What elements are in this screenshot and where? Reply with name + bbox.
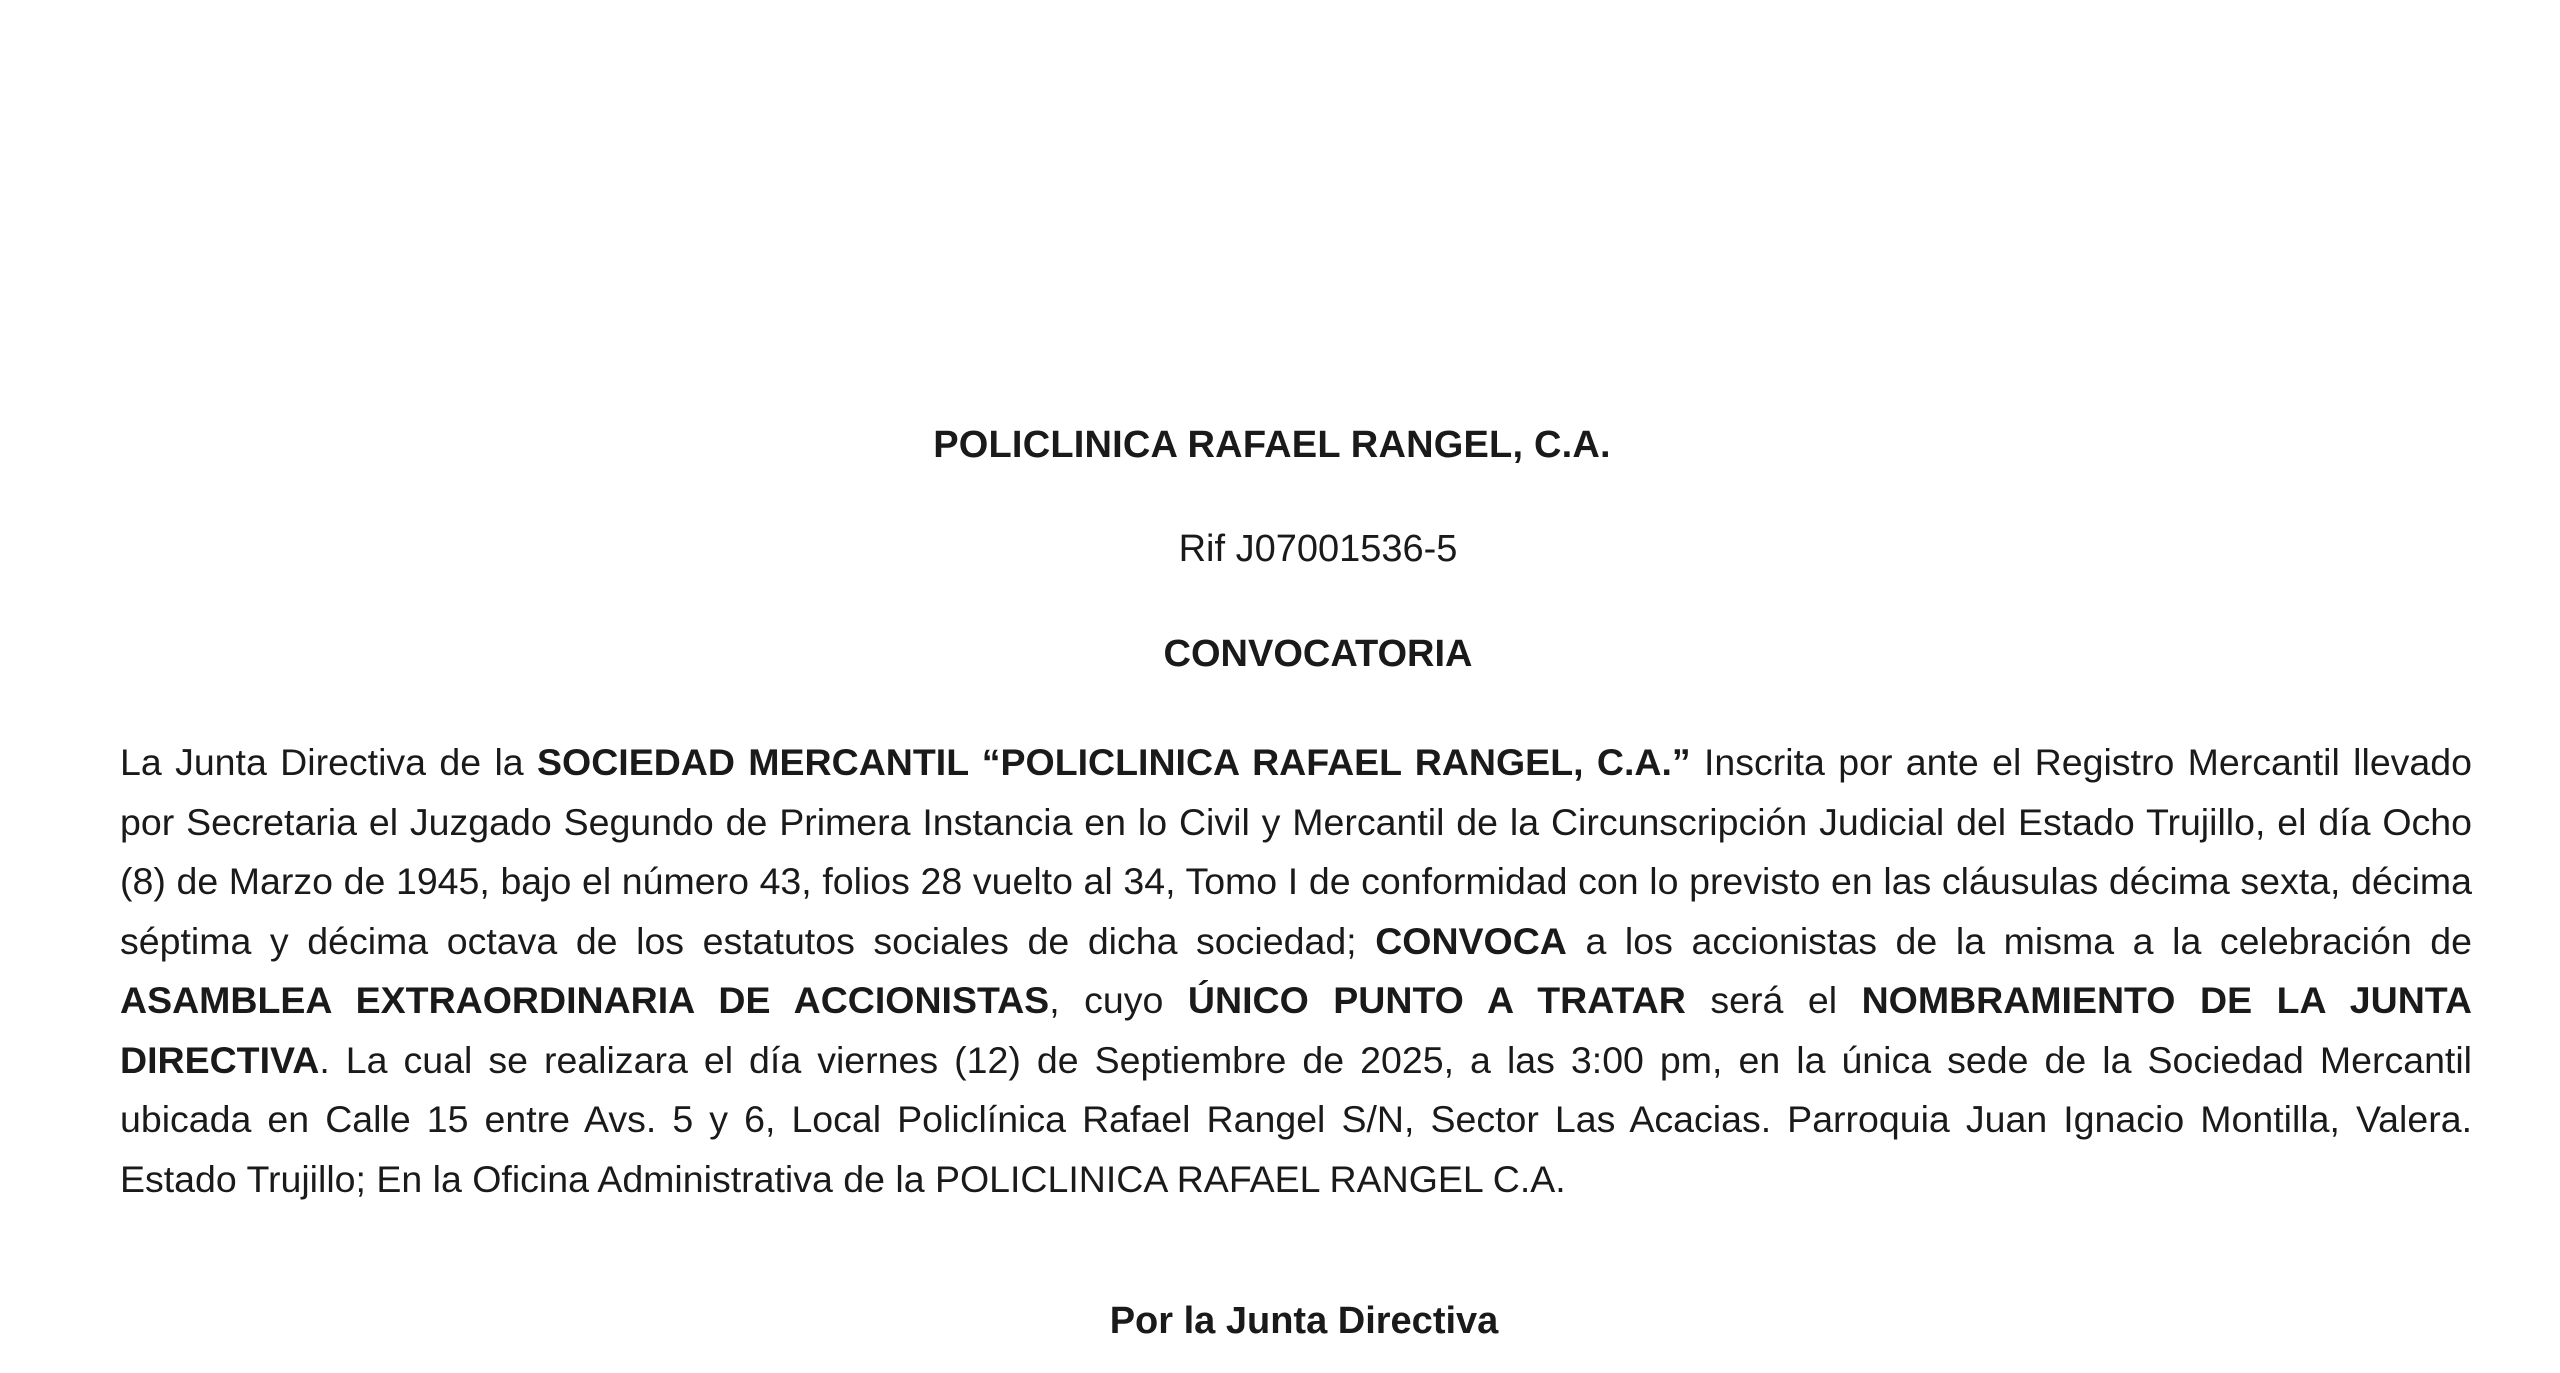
company-name: POLICLINICA RAFAEL RANGEL, C.A.	[933, 424, 1611, 466]
body-text-segment: . La cual se realizara el día viernes (12) de Septiembre de 2025, a las 3:00 pm, en la única sede de la Sociedad Mercantil ubicada en Calle 15 entre Avs. 5 y 6, Local Policlínica Rafael Rangel S/N, Sector Las Acacias. Parroquia Juan Ignacio Montilla, Valera. Estado Trujillo; En la Oficina Administrativa de la POLICLINICA RAFAEL RANGEL C.A.	[120, 1038, 2472, 1200]
assembly-type: ASAMBLEA EXTRAORDINARIA DE ACCIONISTAS	[120, 979, 1050, 1021]
body-text-segment: será el	[1685, 979, 1862, 1021]
body-text-segment: Inscrita por ante el Registro Mercantil llevado por Secretaria el Juzgado Segundo de Primera Instancia en lo Civil y Mercantil de la Circunscripción Judicial del Estado Trujillo, el día Ocho (8) de Marzo de 1945, bajo el número 43, folios 28 vuelto al 34, Tomo I de conformidad con lo previsto en las cláusulas décima sexta, décima séptima y décima octava de los estatutos sociales de dicha sociedad;	[120, 741, 2472, 962]
body-text-segment: a los accionistas de la misma a la celebración de	[1566, 919, 2472, 962]
body-paragraph	[120, 733, 2472, 1209]
body-text-segment: , cuyo	[1049, 979, 1188, 1021]
document-title: CONVOCATORIA	[1163, 633, 1473, 675]
agenda-label: ÚNICO PUNTO A TRATAR	[1187, 979, 1686, 1021]
rif-number: Rif J07001536-5	[1178, 528, 1458, 570]
body-text-segment: La Junta Directiva de la	[120, 741, 538, 783]
company-legal-name: SOCIEDAD MERCANTIL “POLICLINICA RAFAEL RANGEL, C.A.”	[537, 741, 1691, 783]
convoca-keyword: CONVOCA	[1375, 919, 1567, 962]
agenda-item: NOMBRAMIENTO DE LA JUNTA DIRECTIVA	[120, 979, 2472, 1081]
signoff: Por la Junta Directiva	[1109, 1300, 1499, 1342]
